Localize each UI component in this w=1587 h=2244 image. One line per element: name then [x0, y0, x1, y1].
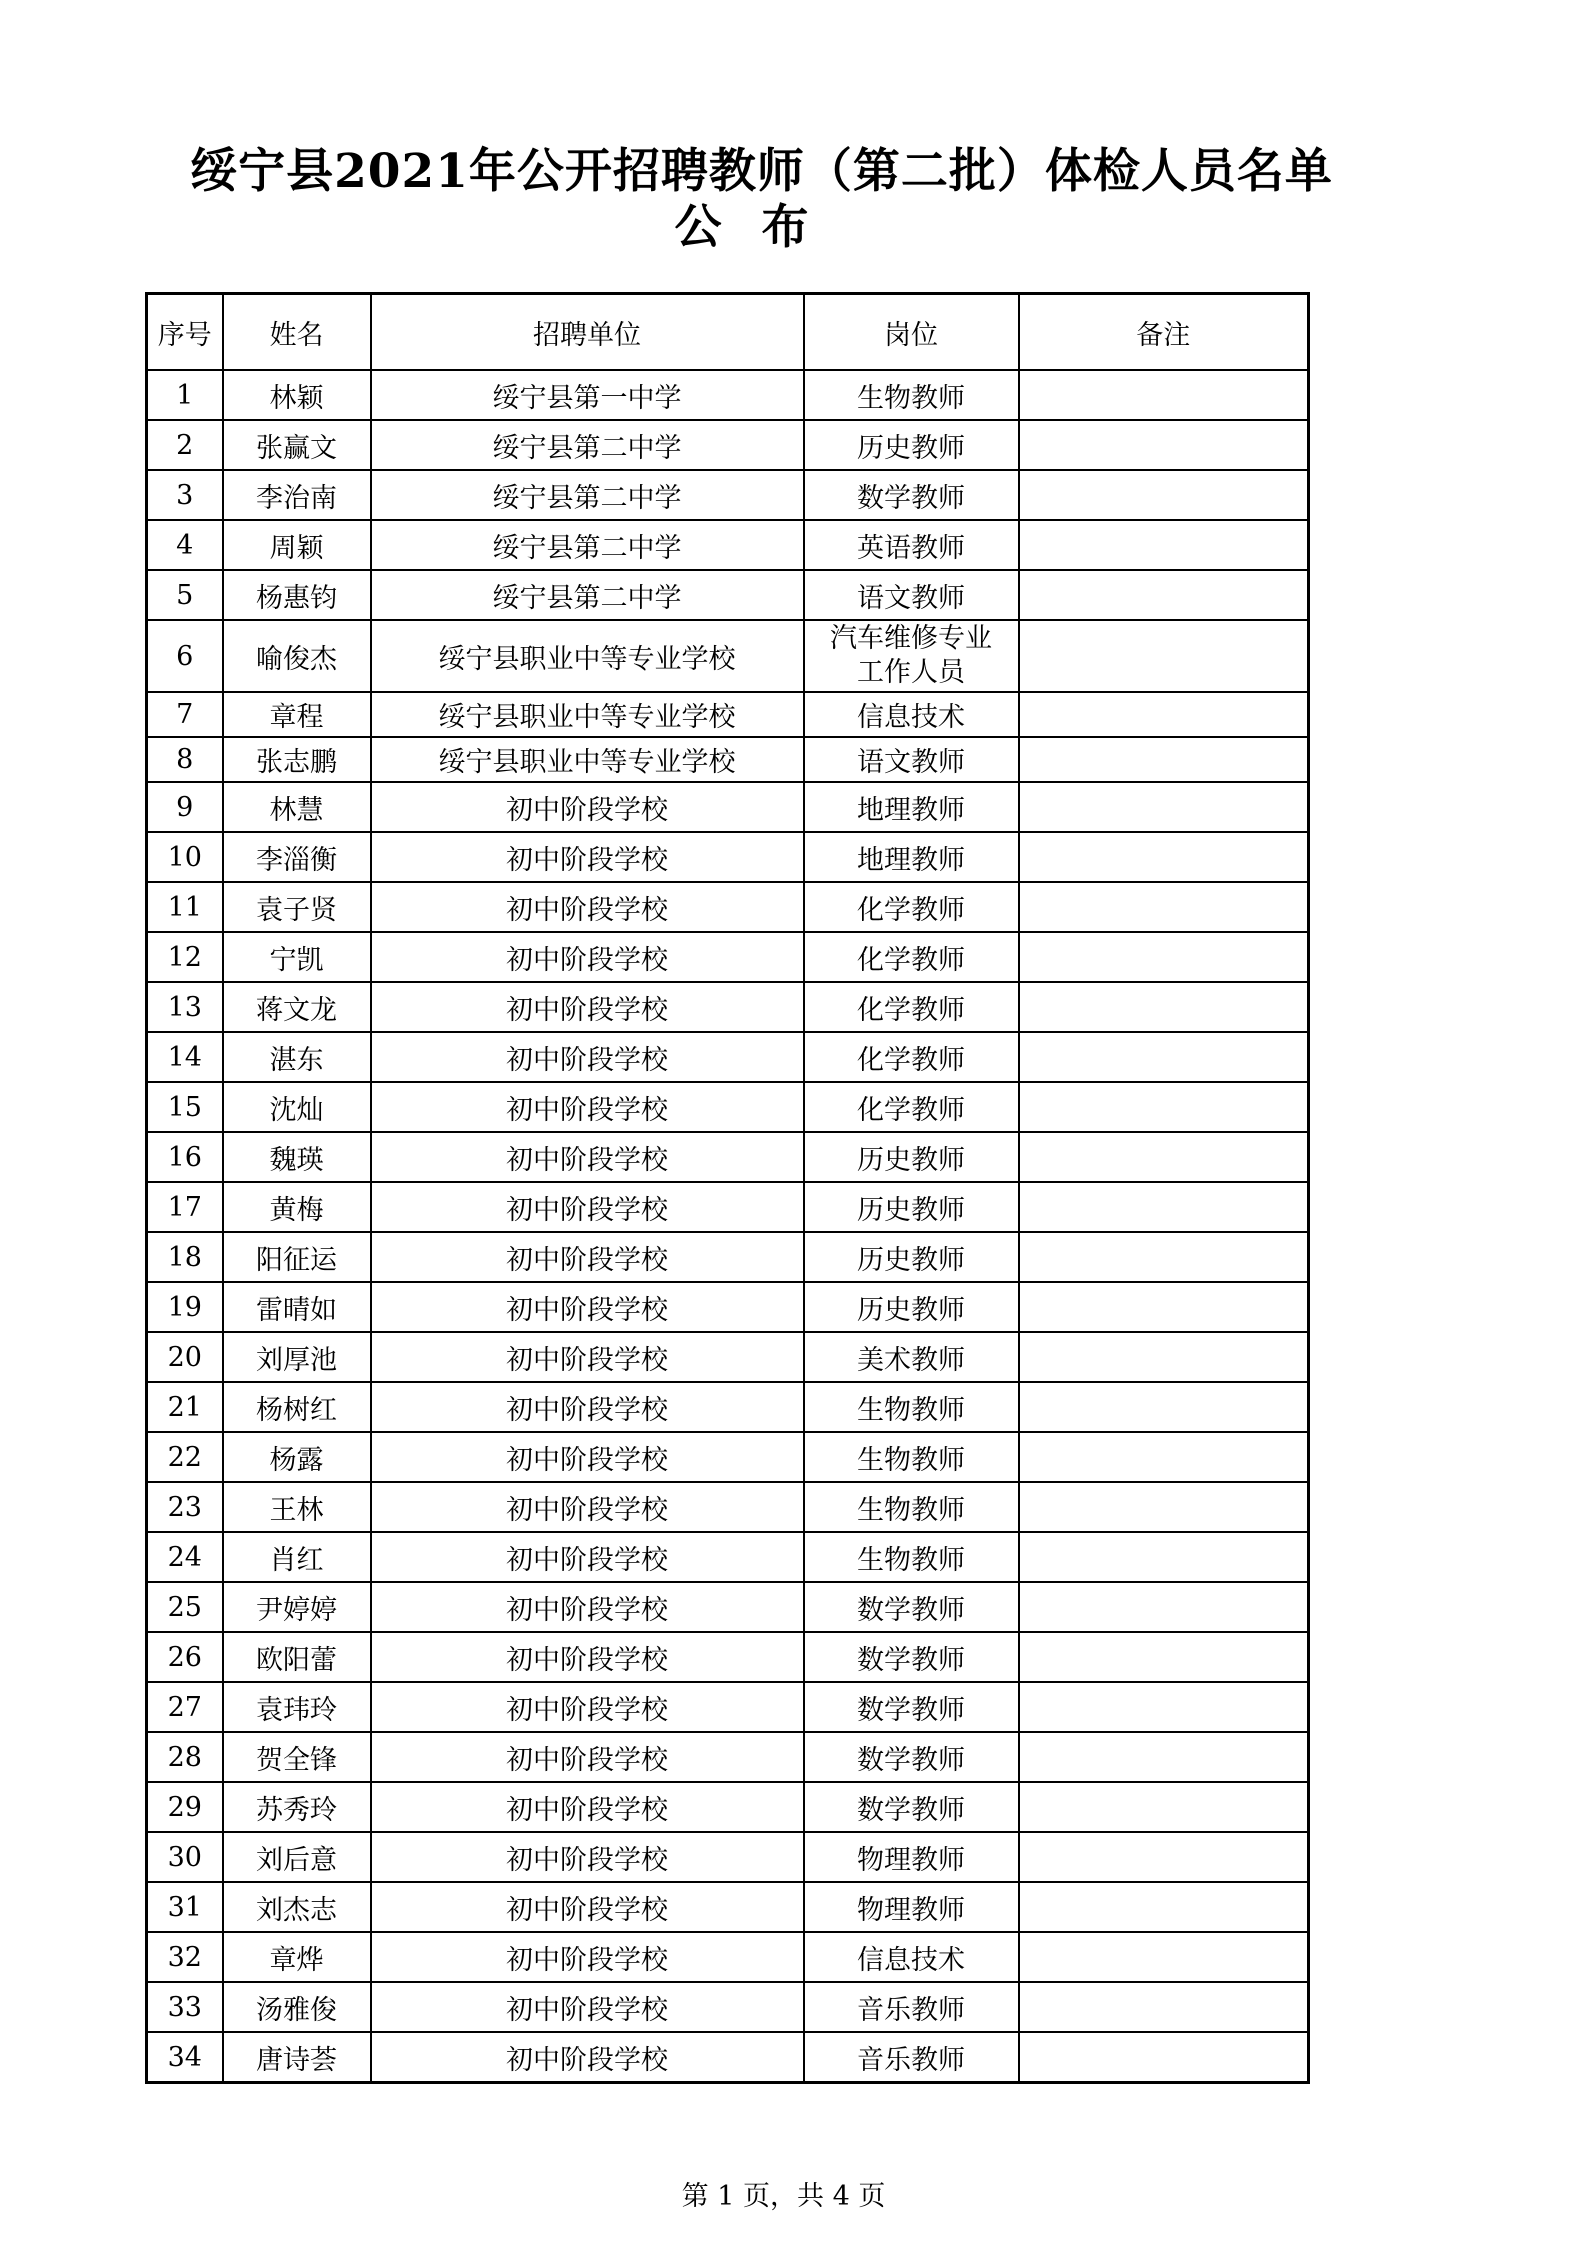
cell-remarks [1019, 1482, 1309, 1532]
cell-remarks [1019, 570, 1309, 620]
cell-remarks [1019, 1832, 1309, 1882]
cell-employer: 初中阶段学校 [371, 2032, 804, 2083]
cell-remarks [1019, 932, 1309, 982]
cell-remarks [1019, 832, 1309, 882]
cell-employer: 初中阶段学校 [371, 1782, 804, 1832]
cell-name: 张赢文 [223, 420, 371, 470]
cell-remarks [1019, 520, 1309, 570]
cell-remarks [1019, 1282, 1309, 1332]
cell-remarks [1019, 1782, 1309, 1832]
cell-employer: 绥宁县职业中等专业学校 [371, 692, 804, 737]
cell-position: 化学教师 [804, 982, 1019, 1032]
cell-remarks [1019, 1582, 1309, 1632]
cell-index: 31 [147, 1882, 223, 1932]
cell-name: 李淄衡 [223, 832, 371, 882]
cell-name: 袁玮玲 [223, 1682, 371, 1732]
cell-index: 28 [147, 1732, 223, 1782]
cell-employer: 绥宁县职业中等专业学校 [371, 737, 804, 782]
cell-name: 唐诗荟 [223, 2032, 371, 2083]
cell-remarks [1019, 1232, 1309, 1282]
document-title: 绥宁县2021年公开招聘教师（第二批）体检人员名单 [190, 144, 1333, 199]
cell-position: 美术教师 [804, 1332, 1019, 1382]
cell-index: 24 [147, 1532, 223, 1582]
cell-index: 19 [147, 1282, 223, 1332]
cell-position: 数学教师 [804, 470, 1019, 520]
table-row [147, 1732, 1309, 1782]
cell-position: 历史教师 [804, 1282, 1019, 1332]
cell-employer: 初中阶段学校 [371, 1832, 804, 1882]
table-row [147, 2032, 1309, 2083]
cell-employer: 初中阶段学校 [371, 1182, 804, 1232]
table-row [147, 932, 1309, 982]
cell-name: 阳征运 [223, 1232, 371, 1282]
cell-remarks [1019, 1132, 1309, 1182]
cell-position: 信息技术 [804, 692, 1019, 737]
table-row [147, 1582, 1309, 1632]
table-row [147, 370, 1309, 420]
cell-position: 地理教师 [804, 832, 1019, 882]
cell-employer: 绥宁县第二中学 [371, 570, 804, 620]
cell-remarks [1019, 620, 1309, 692]
cell-position: 物理教师 [804, 1882, 1019, 1932]
cell-index: 15 [147, 1082, 223, 1132]
header-name: 姓名 [223, 294, 371, 371]
cell-name: 黄梅 [223, 1182, 371, 1232]
cell-index: 8 [147, 737, 223, 782]
cell-position: 历史教师 [804, 1132, 1019, 1182]
cell-index: 29 [147, 1782, 223, 1832]
cell-index: 34 [147, 2032, 223, 2083]
cell-index: 13 [147, 982, 223, 1032]
cell-employer: 初中阶段学校 [371, 832, 804, 882]
cell-employer: 初中阶段学校 [371, 1232, 804, 1282]
cell-name: 林慧 [223, 782, 371, 832]
cell-position: 数学教师 [804, 1682, 1019, 1732]
table-row [147, 570, 1309, 620]
cell-name: 宁凯 [223, 932, 371, 982]
cell-position: 英语教师 [804, 520, 1019, 570]
cell-name: 杨惠钧 [223, 570, 371, 620]
cell-remarks [1019, 1182, 1309, 1232]
cell-remarks [1019, 737, 1309, 782]
cell-remarks [1019, 782, 1309, 832]
cell-name: 张志鹏 [223, 737, 371, 782]
cell-remarks [1019, 1932, 1309, 1982]
cell-position: 生物教师 [804, 1482, 1019, 1532]
cell-position: 历史教师 [804, 1232, 1019, 1282]
cell-index: 17 [147, 1182, 223, 1232]
cell-index: 30 [147, 1832, 223, 1882]
cell-index: 6 [147, 620, 223, 692]
table-row [147, 832, 1309, 882]
cell-remarks [1019, 1682, 1309, 1732]
cell-position: 化学教师 [804, 932, 1019, 982]
cell-index: 11 [147, 882, 223, 932]
cell-name: 汤雅俊 [223, 1982, 371, 2032]
cell-employer: 初中阶段学校 [371, 982, 804, 1032]
table-row [147, 1082, 1309, 1132]
cell-index: 10 [147, 832, 223, 882]
header-employer: 招聘单位 [371, 294, 804, 371]
cell-name: 章烨 [223, 1932, 371, 1982]
table-row [147, 737, 1309, 782]
cell-employer: 初中阶段学校 [371, 1132, 804, 1182]
cell-position: 数学教师 [804, 1632, 1019, 1682]
cell-name: 袁子贤 [223, 882, 371, 932]
table-row [147, 1382, 1309, 1432]
cell-remarks [1019, 1382, 1309, 1432]
header-remarks: 备注 [1019, 294, 1309, 371]
cell-name: 林颖 [223, 370, 371, 420]
cell-employer: 初中阶段学校 [371, 1932, 804, 1982]
cell-employer: 初中阶段学校 [371, 1682, 804, 1732]
table-row [147, 1532, 1309, 1582]
cell-position: 数学教师 [804, 1782, 1019, 1832]
cell-index: 9 [147, 782, 223, 832]
cell-remarks [1019, 1732, 1309, 1782]
cell-employer: 初中阶段学校 [371, 1632, 804, 1682]
cell-remarks [1019, 420, 1309, 470]
cell-name: 刘厚池 [223, 1332, 371, 1382]
cell-position: 生物教师 [804, 1532, 1019, 1582]
table-row [147, 1182, 1309, 1232]
cell-employer: 绥宁县第二中学 [371, 420, 804, 470]
document-subtitle: 公布 [674, 200, 849, 255]
cell-name: 喻俊杰 [223, 620, 371, 692]
cell-remarks [1019, 370, 1309, 420]
cell-employer: 初中阶段学校 [371, 1432, 804, 1482]
table-row [147, 692, 1309, 737]
cell-index: 14 [147, 1032, 223, 1082]
cell-remarks [1019, 1982, 1309, 2032]
cell-index: 23 [147, 1482, 223, 1532]
cell-position: 音乐教师 [804, 2032, 1019, 2083]
cell-name: 王林 [223, 1482, 371, 1532]
cell-name: 欧阳蕾 [223, 1632, 371, 1682]
cell-index: 32 [147, 1932, 223, 1982]
cell-employer: 初中阶段学校 [371, 1032, 804, 1082]
cell-position: 汽车维修专业工作人员 [804, 620, 1019, 692]
cell-name: 李治南 [223, 470, 371, 520]
cell-name: 刘后意 [223, 1832, 371, 1882]
cell-position: 生物教师 [804, 1432, 1019, 1482]
cell-employer: 初中阶段学校 [371, 932, 804, 982]
cell-index: 7 [147, 692, 223, 737]
page-footer: 第 1 页，共 4 页 [681, 2181, 886, 2212]
cell-index: 27 [147, 1682, 223, 1732]
cell-index: 1 [147, 370, 223, 420]
cell-name: 蒋文龙 [223, 982, 371, 1032]
cell-index: 2 [147, 420, 223, 470]
table-row [147, 620, 1309, 692]
cell-employer: 绥宁县第一中学 [371, 370, 804, 420]
cell-employer: 初中阶段学校 [371, 1482, 804, 1532]
cell-index: 26 [147, 1632, 223, 1682]
cell-position: 音乐教师 [804, 1982, 1019, 2032]
cell-index: 20 [147, 1332, 223, 1382]
cell-employer: 初中阶段学校 [371, 782, 804, 832]
cell-employer: 初中阶段学校 [371, 1082, 804, 1132]
cell-index: 4 [147, 520, 223, 570]
table-row [147, 470, 1309, 520]
cell-name: 湛东 [223, 1032, 371, 1082]
cell-position: 化学教师 [804, 882, 1019, 932]
table-row [147, 1482, 1309, 1532]
table-body [147, 370, 1309, 2083]
cell-position: 语文教师 [804, 737, 1019, 782]
cell-remarks [1019, 1032, 1309, 1082]
cell-position: 化学教师 [804, 1082, 1019, 1132]
cell-employer: 初中阶段学校 [371, 1582, 804, 1632]
table-row [147, 1032, 1309, 1082]
header-position: 岗位 [804, 294, 1019, 371]
cell-position: 化学教师 [804, 1032, 1019, 1082]
cell-employer: 初中阶段学校 [371, 1732, 804, 1782]
cell-position: 生物教师 [804, 370, 1019, 420]
cell-position: 历史教师 [804, 420, 1019, 470]
cell-employer: 绥宁县第二中学 [371, 520, 804, 570]
cell-remarks [1019, 982, 1309, 1032]
table-row [147, 982, 1309, 1032]
cell-remarks [1019, 692, 1309, 737]
cell-remarks [1019, 1432, 1309, 1482]
cell-name: 苏秀玲 [223, 1782, 371, 1832]
cell-name: 杨露 [223, 1432, 371, 1482]
cell-employer: 绥宁县第二中学 [371, 470, 804, 520]
cell-position: 数学教师 [804, 1582, 1019, 1632]
cell-employer: 初中阶段学校 [371, 1382, 804, 1432]
cell-employer: 初中阶段学校 [371, 1282, 804, 1332]
table-row [147, 882, 1309, 932]
cell-employer: 初中阶段学校 [371, 1332, 804, 1382]
table-row [147, 1332, 1309, 1382]
cell-position: 历史教师 [804, 1182, 1019, 1232]
cell-employer: 初中阶段学校 [371, 1982, 804, 2032]
cell-employer: 初中阶段学校 [371, 1882, 804, 1932]
cell-index: 16 [147, 1132, 223, 1182]
cell-position: 信息技术 [804, 1932, 1019, 1982]
cell-position: 数学教师 [804, 1732, 1019, 1782]
cell-remarks [1019, 1082, 1309, 1132]
table-row [147, 520, 1309, 570]
roster-table [145, 292, 1310, 2084]
table-header-row [147, 294, 1309, 371]
cell-remarks [1019, 882, 1309, 932]
cell-position: 语文教师 [804, 570, 1019, 620]
cell-position: 物理教师 [804, 1832, 1019, 1882]
cell-employer: 绥宁县职业中等专业学校 [371, 620, 804, 692]
table-row [147, 1882, 1309, 1932]
table-row [147, 1282, 1309, 1332]
table-row [147, 420, 1309, 470]
header-index: 序号 [147, 294, 223, 371]
cell-index: 25 [147, 1582, 223, 1632]
cell-remarks [1019, 1632, 1309, 1682]
cell-position: 地理教师 [804, 782, 1019, 832]
cell-remarks [1019, 470, 1309, 520]
cell-index: 3 [147, 470, 223, 520]
cell-index: 22 [147, 1432, 223, 1482]
cell-remarks [1019, 2032, 1309, 2083]
cell-name: 魏瑛 [223, 1132, 371, 1182]
table-row [147, 1682, 1309, 1732]
cell-remarks [1019, 1332, 1309, 1382]
cell-name: 尹婷婷 [223, 1582, 371, 1632]
cell-index: 18 [147, 1232, 223, 1282]
table-row [147, 1132, 1309, 1182]
cell-name: 雷晴如 [223, 1282, 371, 1332]
table-row [147, 1982, 1309, 2032]
cell-name: 杨树红 [223, 1382, 371, 1432]
cell-index: 12 [147, 932, 223, 982]
cell-remarks [1019, 1532, 1309, 1582]
cell-name: 肖红 [223, 1532, 371, 1582]
table-row [147, 1632, 1309, 1682]
cell-index: 21 [147, 1382, 223, 1432]
table-row [147, 1932, 1309, 1982]
cell-remarks [1019, 1882, 1309, 1932]
cell-position: 生物教师 [804, 1382, 1019, 1432]
cell-name: 刘杰志 [223, 1882, 371, 1932]
table-row [147, 1832, 1309, 1882]
cell-employer: 初中阶段学校 [371, 882, 804, 932]
cell-name: 贺全锋 [223, 1732, 371, 1782]
cell-index: 33 [147, 1982, 223, 2032]
cell-name: 章程 [223, 692, 371, 737]
cell-name: 沈灿 [223, 1082, 371, 1132]
table-row [147, 1432, 1309, 1482]
cell-employer: 初中阶段学校 [371, 1532, 804, 1582]
cell-name: 周颖 [223, 520, 371, 570]
table-row [147, 782, 1309, 832]
table-row [147, 1782, 1309, 1832]
table-row [147, 1232, 1309, 1282]
cell-index: 5 [147, 570, 223, 620]
